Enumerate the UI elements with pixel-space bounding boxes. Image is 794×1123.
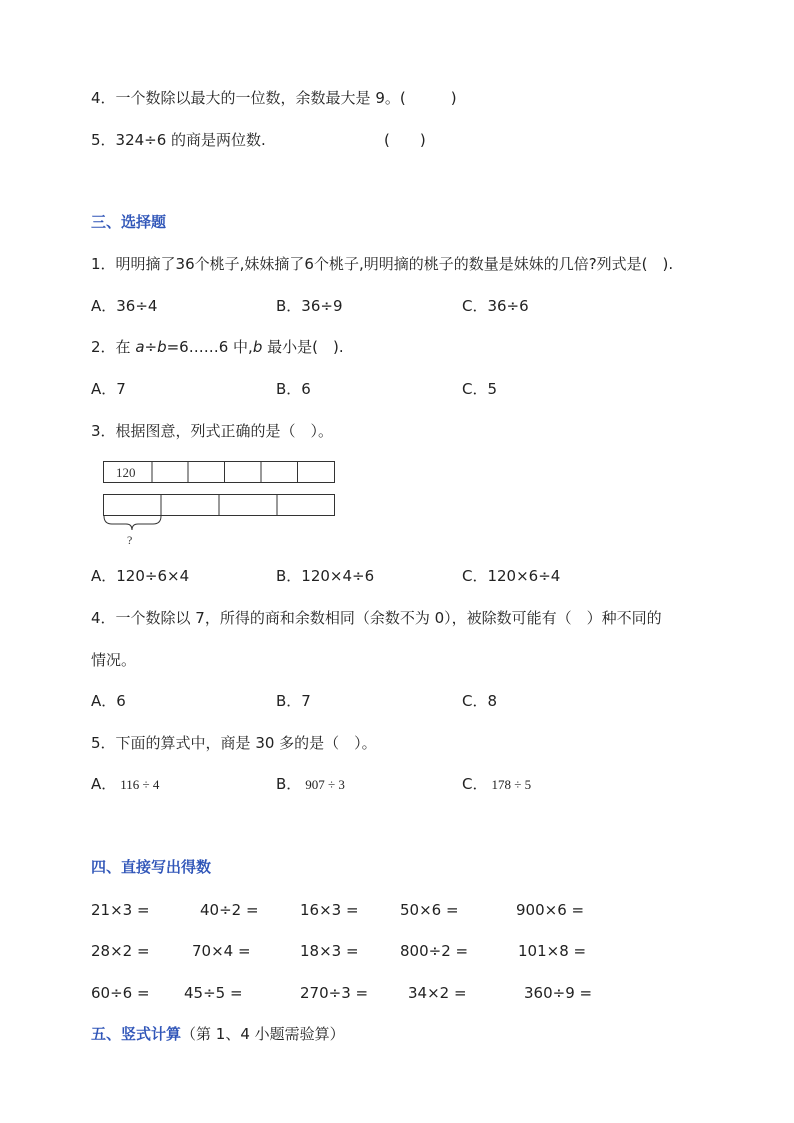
q3-stem: 3．根据图意，列式正确的是（ ）。: [91, 422, 334, 440]
mental-calc-item: 16×3 =: [300, 901, 359, 919]
q3-option-a: A．120÷6×4: [91, 567, 190, 585]
mental-calc-item: 270÷3 =: [300, 984, 369, 1002]
q1-option-b: B．36÷9: [276, 297, 343, 315]
q3-option-c: C．120×6÷4: [462, 567, 561, 585]
q2-option-b: B．6: [276, 380, 311, 398]
mental-calc-item: 360÷9 =: [524, 984, 593, 1002]
judge-q5: 5．324÷6 的商是两位数.: [91, 131, 266, 149]
q3-option-b: B．120×4÷6: [276, 567, 375, 585]
q5-option-b: B． 907 ÷ 3: [276, 775, 345, 793]
mental-calc-item: 101×8 =: [518, 942, 587, 960]
q1-stem: 1．明明摘了36个桃子,妹妹摘了6个桃子,明明摘的桃子的数量是妹妹的几倍?列式是( ).: [91, 255, 674, 273]
section4-title: 四、直接写出得数: [91, 858, 212, 876]
mental-calc-item: 70×4 =: [192, 942, 251, 960]
mental-calc-item: 34×2 =: [408, 984, 467, 1002]
q1-option-c: C．36÷6: [462, 297, 529, 315]
mental-calc-item: 45÷5 =: [184, 984, 243, 1002]
mental-calc-item: 18×3 =: [300, 942, 359, 960]
top-bar-label: 120: [116, 465, 136, 480]
section3-title: 三、选择题: [91, 213, 167, 231]
judge-q5-paren: ( ): [384, 131, 426, 149]
q1-option-a: A．36÷4: [91, 297, 158, 315]
q2-option-c: C．5: [462, 380, 498, 398]
q5-stem: 5．下面的算式中，商是 30 多的是（ ）。: [91, 734, 377, 752]
mental-calc-item: 60÷6 =: [91, 984, 150, 1002]
q5-option-c: C． 178 ÷ 5: [462, 775, 532, 793]
mental-calc-item: 900×6 =: [516, 901, 585, 919]
section5-note: （第 1、4 小题需验算）: [181, 1025, 345, 1043]
mental-calc-item: 21×3 =: [91, 901, 150, 919]
mental-calc-item: 28×2 =: [91, 942, 150, 960]
q4-stem-line2: 情况。: [91, 651, 137, 669]
mental-calc-item: 50×6 =: [400, 901, 459, 919]
bottom-brace: [104, 516, 161, 530]
section5-heading: [91, 1024, 345, 1044]
q4-option-b: B．7: [276, 692, 311, 710]
q2-option-a: A．7: [91, 380, 126, 398]
brace-question-label: ?: [127, 533, 133, 547]
mental-calc-item: 800÷2 =: [400, 942, 469, 960]
q5-option-a: A． 116 ÷ 4: [91, 775, 160, 793]
judge-q4: 4．一个数除以最大的一位数，余数最大是 9。( ): [91, 89, 457, 107]
q4-option-a: A．6: [91, 692, 126, 710]
q4-stem: 4．一个数除以 7，所得的商和余数相同（余数不为 0），被除数可能有（ ）种不同的: [91, 609, 662, 627]
q3-segment-diagram: [100, 458, 340, 550]
section5-title: 五、竖式计算: [91, 1025, 182, 1043]
q4-option-c: C．8: [462, 692, 498, 710]
mental-calc-item: 40÷2 =: [200, 901, 259, 919]
top-bar-outline: [104, 462, 335, 483]
q2-stem: 2．在 a÷b=6……6 中,b 最小是( ).: [91, 338, 344, 356]
